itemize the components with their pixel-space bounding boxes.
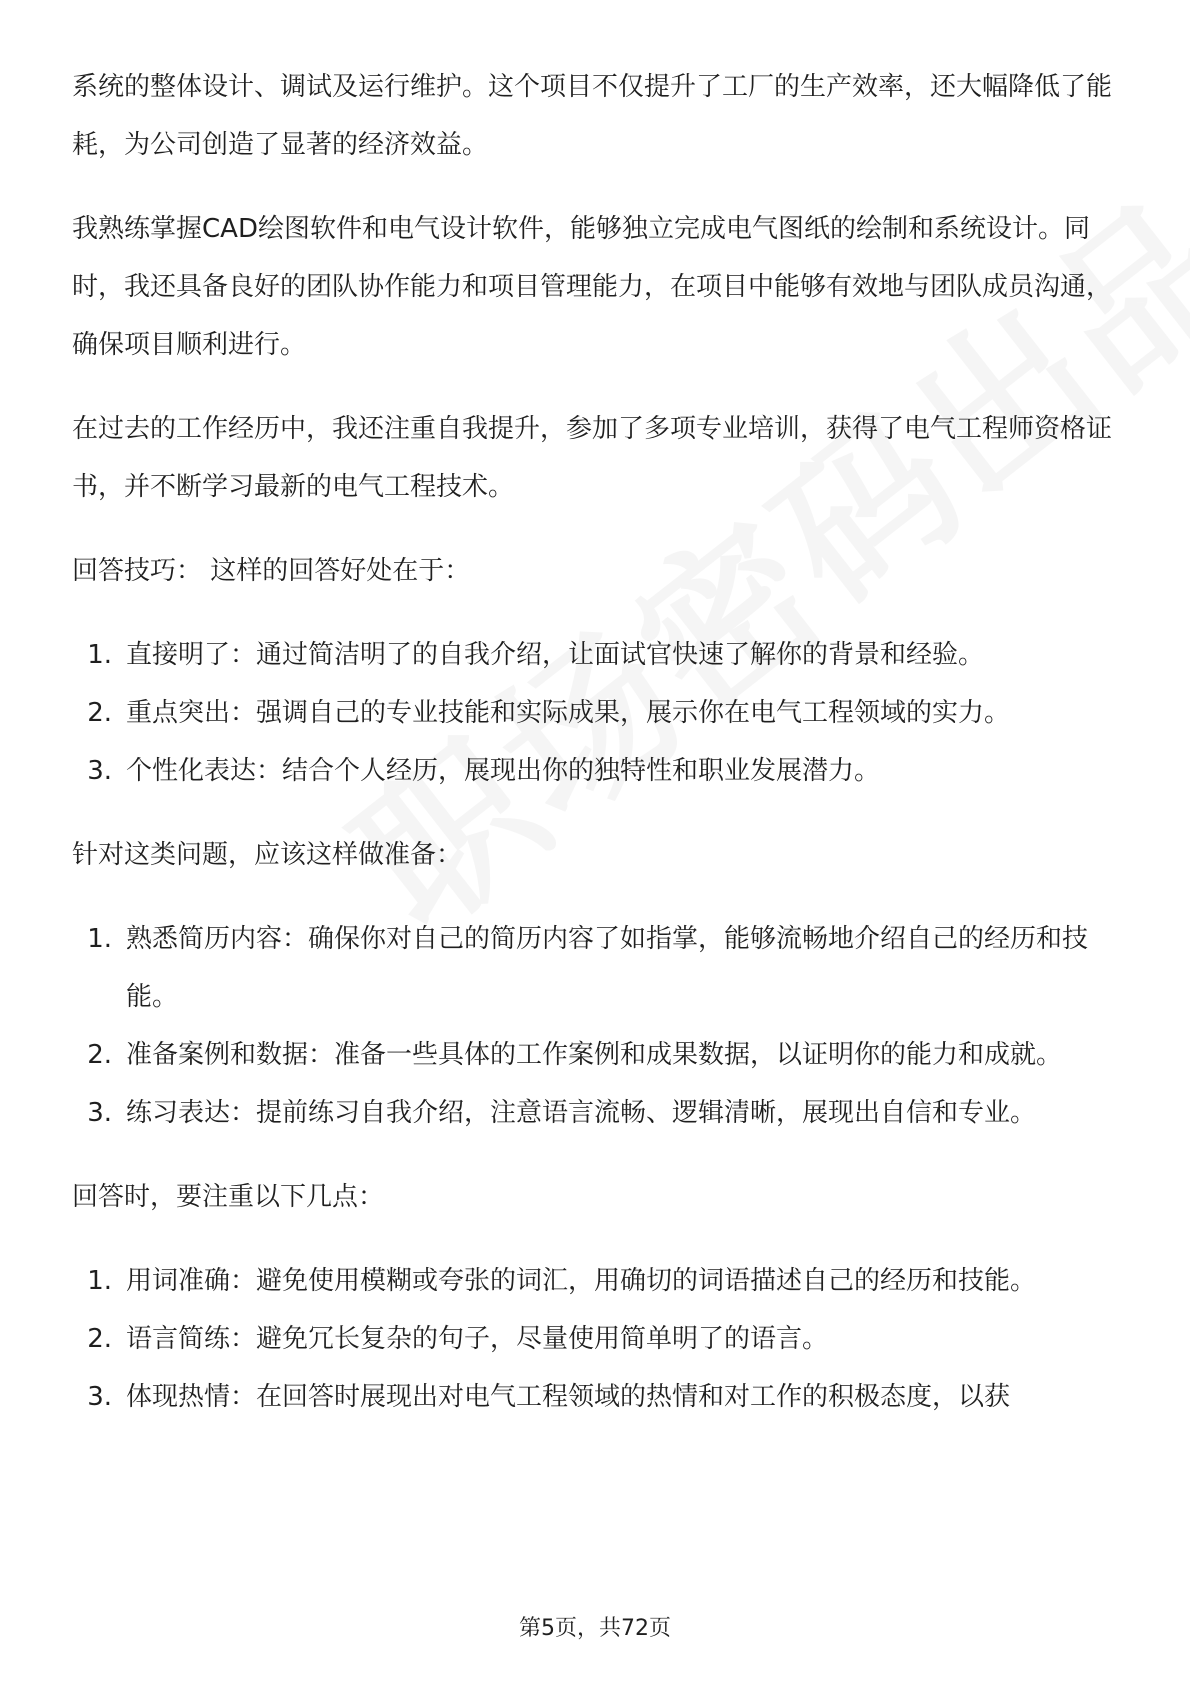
preparation-list	[72, 910, 1118, 1142]
list-item-text: 个性化表达：结合个人经历，展现出你的独特性和职业发展潜力。	[126, 756, 881, 786]
list-number: 2.	[87, 1040, 112, 1070]
list-item-text: 重点突出：强调自己的专业技能和实际成果，展示你在电气工程领域的实力。	[126, 698, 1011, 728]
paragraph-training: 在过去的工作经历中，我还注重自我提升，参加了多项专业培训，获得了电气工程师资格证书，并不断学习最新的电气工程技术。	[72, 414, 1113, 502]
list-number: 3.	[87, 1382, 112, 1412]
list-item	[72, 1368, 1118, 1426]
list-item	[72, 742, 1118, 800]
page-number-footer: 第5页，共72页	[519, 1616, 671, 1641]
list-number: 1.	[87, 640, 112, 670]
section-heading-answer-points: 回答时，要注重以下几点：	[72, 1182, 385, 1212]
list-item-text: 体现热情：在回答时展现出对电气工程领域的热情和对工作的积极态度，以获	[126, 1382, 1011, 1412]
list-item	[72, 1252, 1118, 1310]
list-number: 2.	[87, 1324, 112, 1354]
list-item-text: 用词准确：避免使用模糊或夸张的词汇，用确切的词语描述自己的经历和技能。	[126, 1266, 1037, 1296]
list-item	[72, 1026, 1118, 1084]
section-heading-tips: 回答技巧： 这样的回答好处在于：	[72, 556, 471, 586]
list-number: 1.	[87, 924, 112, 954]
list-number: 3.	[87, 756, 112, 786]
section-heading-preparation: 针对这类问题，应该这样做准备：	[72, 840, 463, 870]
list-item	[72, 1084, 1118, 1142]
list-item	[72, 1310, 1118, 1368]
list-number: 1.	[87, 1266, 112, 1296]
page-content	[72, 58, 1118, 1452]
list-item	[72, 684, 1118, 742]
tips-list	[72, 626, 1118, 800]
paragraph-project: 系统的整体设计、调试及运行维护。这个项目不仅提升了工厂的生产效率，还大幅降低了能耗，为公司创造了显著的经济效益。	[72, 72, 1113, 160]
list-item-text: 准备案例和数据：准备一些具体的工作案例和成果数据，以证明你的能力和成就。	[126, 1040, 1063, 1070]
list-number: 2.	[87, 698, 112, 728]
list-item	[72, 626, 1118, 684]
list-item-text: 直接明了：通过简洁明了的自我介绍，让面试官快速了解你的背景和经验。	[126, 640, 985, 670]
list-number: 3.	[87, 1098, 112, 1128]
answer-points-list	[72, 1252, 1118, 1426]
list-item	[72, 910, 1118, 1026]
list-item-text: 语言简练：避免冗长复杂的句子，尽量使用简单明了的语言。	[126, 1324, 829, 1354]
list-item-text: 练习表达：提前练习自我介绍，注意语言流畅、逻辑清晰，展现出自信和专业。	[126, 1098, 1037, 1128]
paragraph-skills: 我熟练掌握CAD绘图软件和电气设计软件，能够独立完成电气图纸的绘制和系统设计。同时，我还具备良好的团队协作能力和项目管理能力，在项目中能够有效地与团队成员沟通，确保项目顺利进行。	[72, 214, 1113, 360]
list-item-text: 熟悉简历内容：确保你对自己的简历内容了如指掌，能够流畅地介绍自己的经历和技能。	[126, 924, 1089, 1012]
